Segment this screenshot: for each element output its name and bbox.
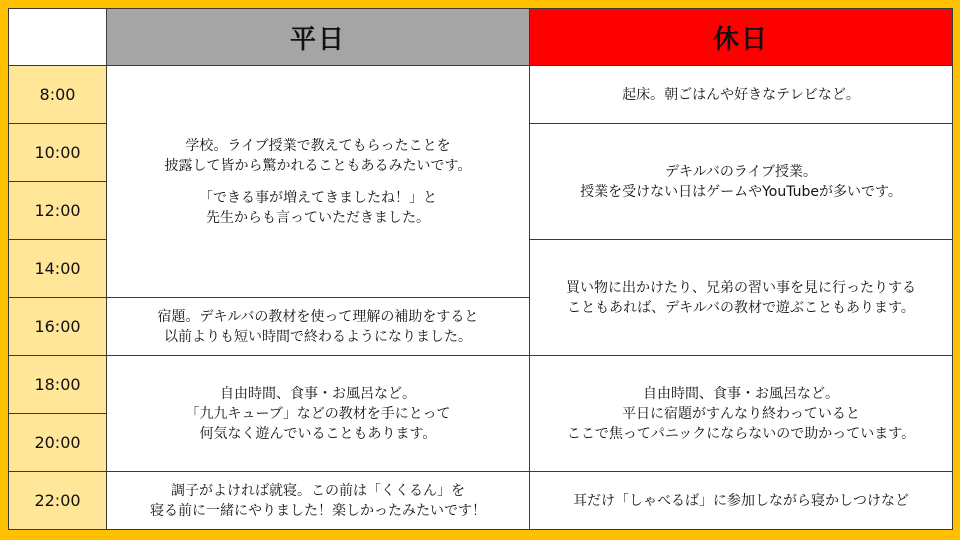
cell-line: 調子がよければ就寝。この前は「くくるん」を [171,482,465,499]
cell-line: 平日に宿題がすんなり終わっていると [622,405,860,422]
cell-line: ここで焦ってパニックにならないので助かっています。 [566,425,916,442]
weekday-night-cell [107,472,530,530]
holiday-night-cell [530,472,953,530]
table-row [9,66,953,124]
cell-line: 耳だけ「しゃべるば」に参加しながら寝かしつけなど [573,492,909,509]
cell-line: 自由時間、食事・お風呂など。 [220,385,416,402]
holiday-afternoon-cell [530,240,953,356]
cell-line: 先生からも言っていただきました。 [206,209,430,226]
time-cell: 16:00 [9,298,107,356]
cell-line: 何気なく遊んでいることもあります。 [199,425,437,442]
time-cell: 20:00 [9,414,107,472]
time-cell: 8:00 [9,66,107,124]
cell-line: 宿題。デキルバの教材を使って理解の補助をすると [157,308,479,325]
weekday-evening-cell [107,356,530,472]
cell-line: 「できる事が増えてきましたね！」と [199,189,437,206]
weekday-header: 平日 [107,9,530,66]
holiday-header: 休日 [530,9,953,66]
holiday-evening-cell [530,356,953,472]
weekday-school-cell [107,66,530,298]
cell-line: 自由時間、食事・お風呂など。 [643,385,839,402]
time-cell: 12:00 [9,182,107,240]
cell-line: 「九九キューブ」などの教材を手にとって [185,405,451,422]
holiday-live-cell [530,124,953,240]
time-cell: 18:00 [9,356,107,414]
holiday-morning-cell [530,66,953,124]
daily-schedule-table [8,8,953,530]
cell-line: 以前よりも短い時間で終わるようになりました。 [164,328,472,345]
cell-line: 披露して皆から驚かれることもあるみたいです。 [164,157,472,174]
time-cell: 14:00 [9,240,107,298]
time-cell: 10:00 [9,124,107,182]
corner-cell [9,9,107,66]
cell-line: 寝る前に一緒にやりました！楽しかったみたいです！ [150,502,486,519]
cell-line: デキルバのライブ授業。 [664,163,818,180]
time-cell: 22:00 [9,472,107,530]
weekday-homework-cell [107,298,530,356]
cell-line: 起床。朝ごはんや好きなテレビなど。 [622,86,860,103]
cell-line: 授業を受けない日はゲームやYouTubeが多いです。 [580,183,902,200]
cell-line: こともあれば、デキルバの教材で遊ぶこともあります。 [567,299,915,316]
cell-line: 買い物に出かけたり、兄弟の習い事を見に行ったりする [566,279,916,296]
schedule-sheet [8,8,952,530]
header-row [9,9,953,66]
cell-line: 学校。ライブ授業で教えてもらったことを [185,137,451,154]
table-row [9,472,953,530]
table-row [9,356,953,414]
